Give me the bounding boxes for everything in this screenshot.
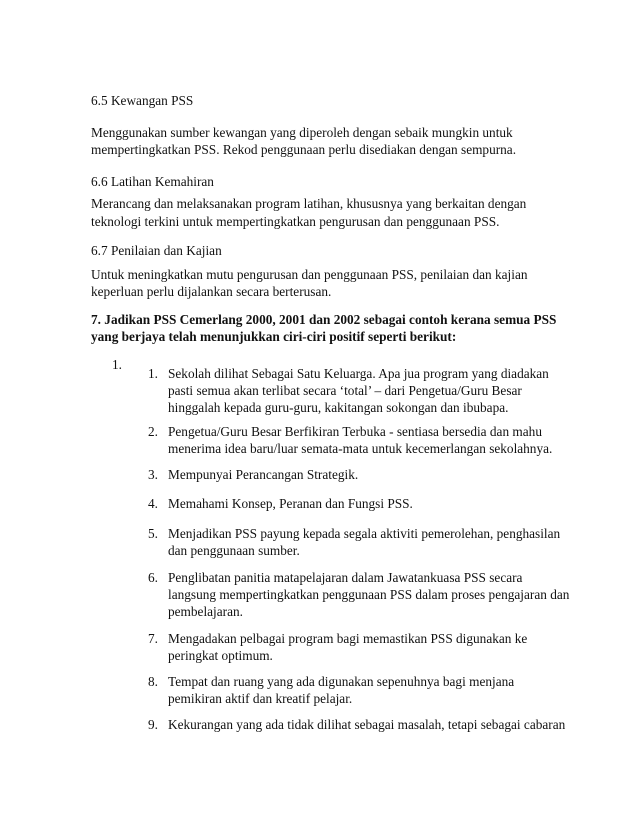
list-item-line: pemikiran aktif dan kreatif pelajar. xyxy=(168,691,353,706)
paragraph-line: Merancang dan melaksanakan program latihan, khususnya yang berkaitan dengan xyxy=(91,196,527,211)
section-heading-bold: yang berjaya telah menunjukkan ciri-ciri positif seperti berikut: xyxy=(91,329,457,344)
section-heading: 6.7 Penilaian dan Kajian xyxy=(91,243,222,258)
section-heading-bold: 7. Jadikan PSS Cemerlang 2000, 2001 dan 2002 sebagai contoh kerana semua PSS xyxy=(91,312,557,327)
list-item-line: pasti semua akan terlibat secara ‘total’ – dari Pengetua/Guru Besar xyxy=(168,383,522,398)
list-item-number: 6. xyxy=(148,570,158,585)
list-number: 1. xyxy=(112,357,122,372)
list-item-line: Mempunyai Perancangan Strategik. xyxy=(168,467,359,482)
list-item-line: menerima idea baru/luar semata-mata untuk kecemerlangan sekolahnya. xyxy=(168,441,553,456)
list-item-line: Menjadikan PSS payung kepada segala aktiviti pemerolehan, penghasilan xyxy=(168,526,561,541)
list-item-line: langsung mempertingkatkan penggunaan PSS dalam proses pengajaran dan xyxy=(168,587,570,602)
paragraph-line: teknologi terkini untuk mempertingkatkan pengurusan dan penggunaan PSS. xyxy=(91,214,500,229)
list-item-line: dan penggunaan sumber. xyxy=(168,543,300,558)
list-item-number: 8. xyxy=(148,674,158,689)
paragraph-line: mempertingkatkan PSS. Rekod penggunaan perlu disediakan dengan sempurna. xyxy=(91,142,517,157)
section-heading: 6.6 Latihan Kemahiran xyxy=(91,174,214,189)
list-item-line: Penglibatan panitia matapelajaran dalam Jawatankuasa PSS secara xyxy=(168,570,523,585)
list-item-number: 3. xyxy=(148,467,158,482)
paragraph-line: Menggunakan sumber kewangan yang diperoleh dengan sebaik mungkin untuk xyxy=(91,125,513,140)
list-item-number: 2. xyxy=(148,424,158,439)
list-item-line: Sekolah dilihat Sebagai Satu Keluarga. Apa jua program yang diadakan xyxy=(168,366,549,381)
list-item-line: Memahami Konsep, Peranan dan Fungsi PSS. xyxy=(168,496,413,511)
list-item-line: Pengetua/Guru Besar Berfikiran Terbuka - sentiasa bersedia dan mahu xyxy=(168,424,542,439)
list-item-line: Tempat dan ruang yang ada digunakan sepenuhnya bagi menjana xyxy=(168,674,515,689)
list-item-line: Kekurangan yang ada tidak dilihat sebagai masalah, tetapi sebagai cabaran xyxy=(168,717,566,732)
list-item-line: hinggalah kepada guru-guru, kakitangan sokongan dan ibubapa. xyxy=(168,400,509,415)
paragraph-line: Untuk meningkatkan mutu pengurusan dan penggunaan PSS, penilaian dan kajian xyxy=(91,267,528,282)
list-item-number: 7. xyxy=(148,631,158,646)
section-heading: 6.5 Kewangan PSS xyxy=(91,93,194,108)
list-item-line: pembelajaran. xyxy=(168,604,243,619)
list-item-number: 1. xyxy=(148,366,158,381)
list-item-number: 5. xyxy=(148,526,158,541)
list-item-line: peringkat optimum. xyxy=(168,648,273,663)
paragraph-line: keperluan perlu dijalankan secara berterusan. xyxy=(91,284,332,299)
list-item-number: 4. xyxy=(148,496,158,511)
list-item-number: 9. xyxy=(148,717,158,732)
list-item-line: Mengadakan pelbagai program bagi memastikan PSS digunakan ke xyxy=(168,631,528,646)
